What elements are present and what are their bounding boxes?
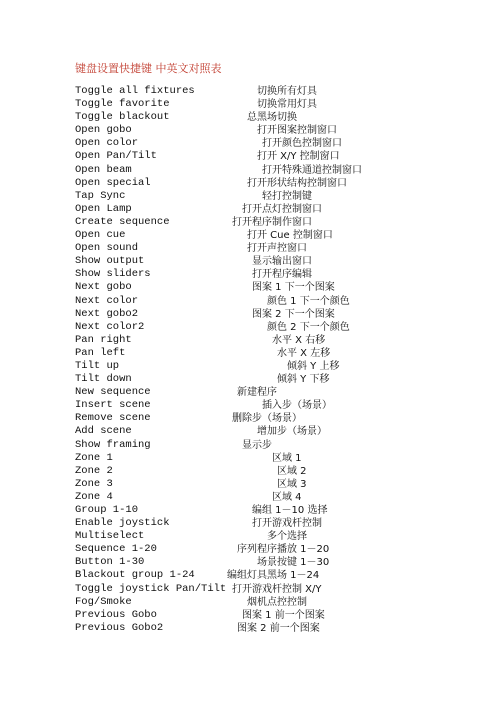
shortcut-chinese: 颜色 2 下一个颜色	[267, 321, 350, 333]
shortcut-english: Zone 2	[75, 464, 113, 477]
shortcut-chinese: 多个选择	[267, 531, 307, 543]
shortcut-chinese: 水平 X 左移	[277, 347, 331, 359]
shortcut-english: Tilt down	[75, 373, 132, 386]
table-row	[0, 295, 500, 308]
shortcut-chinese: 场景按键 1－30	[257, 557, 330, 569]
shortcut-english: Previous Gobo	[75, 608, 157, 621]
shortcut-english: Open cue	[75, 229, 126, 242]
shortcut-chinese: 打开特殊通道控制窗口	[262, 164, 362, 176]
table-row	[0, 334, 500, 347]
table-row	[0, 242, 500, 255]
shortcut-chinese: 切换常用灯具	[257, 99, 317, 111]
shortcut-english: Show sliders	[75, 268, 151, 281]
document-title: 键盘设置快捷键 中英文对照表	[75, 62, 222, 75]
shortcut-chinese: 图案 1 下一个图案	[252, 282, 335, 294]
shortcut-chinese: 插入步（场景）	[262, 400, 332, 412]
shortcut-chinese: 切换所有灯具	[257, 86, 317, 97]
shortcut-english: Show output	[75, 255, 145, 268]
shortcut-chinese: 区域 2	[277, 465, 307, 477]
shortcut-english: Open Lamp	[75, 202, 132, 215]
table-row	[0, 137, 500, 150]
table-row	[0, 465, 500, 478]
shortcut-english: Tap Sync	[75, 189, 126, 202]
shortcut-english: Toggle all fixtures	[75, 85, 195, 97]
shortcut-english: Zone 4	[75, 490, 113, 503]
table-row	[0, 203, 500, 216]
shortcut-english: Button 1-30	[75, 556, 145, 569]
shortcut-english: Group 1-10	[75, 504, 139, 516]
shortcut-chinese: 显示步	[242, 439, 272, 451]
shortcut-chinese: 图案 2 前一个图案	[237, 622, 320, 634]
shortcut-chinese: 编组 1－10 选择	[252, 505, 328, 516]
shortcut-chinese: 打开 Cue 控制窗口	[247, 230, 333, 242]
table-row	[0, 504, 500, 517]
shortcut-chinese: 编组灯具黑场 1－24	[227, 570, 320, 582]
table-row	[0, 164, 500, 177]
shortcut-chinese: 打开形状结构控制窗口	[247, 177, 347, 189]
table-row	[0, 425, 500, 438]
table-row	[0, 85, 500, 98]
shortcut-chinese: 区域 1	[272, 452, 302, 464]
shortcut-chinese: 显示输出窗口	[252, 256, 312, 268]
shortcut-chinese: 删除步（场景）	[232, 413, 302, 425]
shortcut-chinese: 打开程序编辑	[252, 269, 312, 281]
table-row	[0, 609, 500, 622]
shortcut-english: Sequence 1-20	[75, 543, 157, 556]
shortcut-chinese: 烟机点控控制	[247, 596, 307, 608]
table-row	[0, 373, 500, 386]
table-row	[0, 452, 500, 465]
table-row	[0, 583, 500, 596]
shortcut-chinese: 打开游戏杆控制 X/Y	[232, 583, 322, 595]
shortcut-english: Open color	[75, 137, 139, 150]
shortcut-english: Fog/Smoke	[75, 595, 132, 608]
shortcut-english: Show framing	[75, 438, 151, 451]
shortcut-english: Open Pan/Tilt	[75, 150, 157, 163]
shortcut-english: Add scene	[75, 425, 132, 438]
shortcut-chinese: 新建程序	[237, 387, 277, 399]
table-row	[0, 622, 500, 635]
shortcut-english: Pan right	[75, 333, 132, 346]
table-row	[0, 177, 500, 190]
shortcut-english: Toggle joystick Pan/Tilt	[75, 582, 227, 595]
shortcut-english: Next gobo	[75, 281, 132, 294]
table-row	[0, 399, 500, 412]
shortcut-chinese: 区域 4	[272, 491, 302, 503]
table-row	[0, 530, 500, 543]
shortcut-chinese: 增加步（场景）	[257, 426, 327, 438]
table-row	[0, 543, 500, 556]
shortcut-chinese: 打开颜色控制窗口	[262, 138, 342, 150]
table-row	[0, 556, 500, 569]
shortcut-chinese: 打开 X/Y 控制窗口	[257, 151, 340, 163]
shortcut-english: Open special	[75, 176, 151, 189]
shortcut-english: Toggle blackout	[75, 111, 170, 124]
table-row	[0, 190, 500, 203]
shortcut-chinese: 总黑场切换	[247, 112, 297, 124]
shortcut-english: Pan left	[75, 346, 126, 359]
table-row	[0, 412, 500, 425]
shortcut-chinese: 打开游戏杆控制	[252, 518, 322, 530]
table-row	[0, 321, 500, 334]
shortcut-english: Blackout group 1-24	[75, 569, 195, 582]
shortcut-chinese: 序列程序播放 1－20	[237, 544, 330, 556]
shortcut-english: Create sequence	[75, 215, 170, 228]
shortcut-chinese: 打开声控窗口	[247, 243, 307, 255]
shortcut-english: New sequence	[75, 386, 151, 399]
shortcut-chinese: 水平 X 右移	[272, 334, 326, 346]
table-row	[0, 124, 500, 137]
table-row	[0, 360, 500, 373]
shortcut-chinese: 打开程序制作窗口	[232, 216, 312, 228]
shortcut-english: Multiselect	[75, 530, 145, 543]
shortcut-english: Toggle favorite	[75, 98, 170, 111]
shortcut-english: Insert scene	[75, 399, 151, 412]
shortcut-chinese: 图案 1 前一个图案	[242, 609, 325, 621]
shortcut-english: Remove scene	[75, 412, 151, 425]
shortcut-english: Open beam	[75, 163, 132, 176]
shortcut-chinese: 倾斜 Y 上移	[287, 360, 340, 372]
shortcut-english: Tilt up	[75, 359, 120, 372]
shortcut-chinese: 倾斜 Y 下移	[277, 374, 330, 386]
shortcut-chinese: 打开点灯控制窗口	[242, 203, 322, 215]
table-row	[0, 478, 500, 491]
shortcut-english: Next color2	[75, 320, 145, 333]
table-row	[0, 439, 500, 452]
shortcut-chinese: 颜色 1 下一个颜色	[267, 295, 350, 307]
shortcut-english: Enable joystick	[75, 517, 170, 530]
table-row	[0, 569, 500, 582]
shortcut-english: Next gobo2	[75, 307, 139, 320]
table-row	[0, 255, 500, 268]
table-row	[0, 229, 500, 242]
table-row	[0, 216, 500, 229]
table-row	[0, 491, 500, 504]
shortcut-chinese: 区域 3	[277, 478, 307, 490]
shortcut-english: Previous Gobo2	[75, 621, 164, 634]
shortcut-english: Zone 3	[75, 477, 113, 490]
table-row	[0, 386, 500, 399]
table-row	[0, 268, 500, 281]
shortcut-chinese: 图案 2 下一个图案	[252, 308, 335, 320]
shortcut-english: Open sound	[75, 242, 139, 255]
shortcut-chinese: 打开图案控制窗口	[257, 125, 337, 137]
shortcut-english: Open gobo	[75, 124, 132, 137]
shortcut-english: Zone 1	[75, 451, 113, 464]
table-row	[0, 596, 500, 609]
table-row	[0, 150, 500, 163]
shortcut-english: Next color	[75, 294, 139, 307]
table-row	[0, 517, 500, 530]
table-row	[0, 111, 500, 124]
table-row	[0, 347, 500, 360]
shortcut-table	[0, 85, 500, 635]
table-row	[0, 98, 500, 111]
table-row	[0, 308, 500, 321]
table-row	[0, 281, 500, 294]
shortcut-chinese: 轻打控制键	[262, 190, 312, 202]
